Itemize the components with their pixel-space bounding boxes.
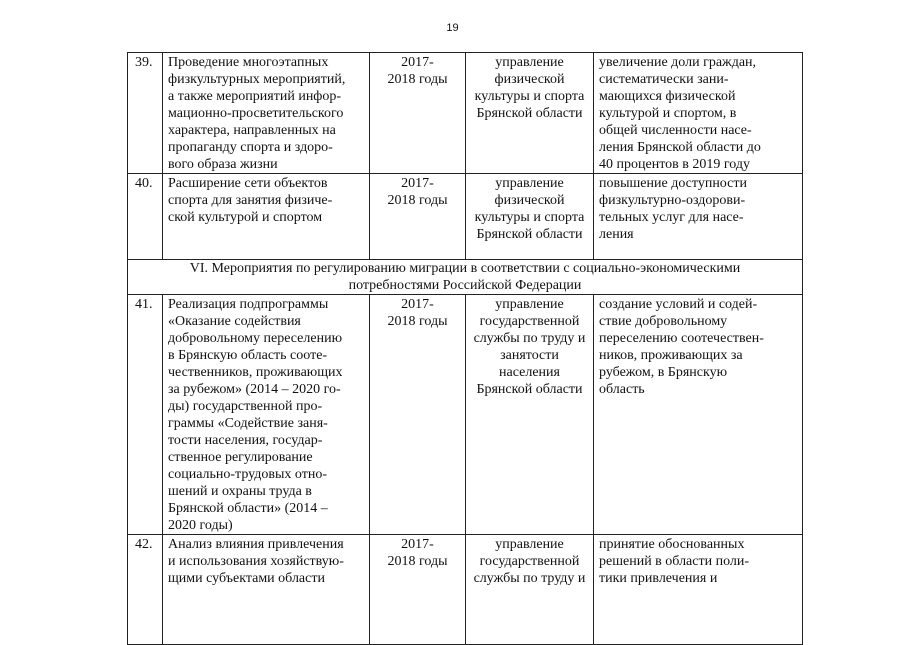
measure-description: Анализ влияния привлечения и использования хозяйствую- щими субъектами области [163, 535, 370, 645]
page-number: 19 [446, 22, 459, 34]
section-header: VI. Мероприятия по регулированию миграции в соответствии с социально-экономическими потребностями Российской Федерации [128, 260, 803, 295]
implementation-term: 2017- 2018 годы [370, 174, 466, 260]
responsible-executor: управление государственной службы по труду и [466, 535, 594, 645]
measures-table [127, 52, 803, 645]
row-number: 41. [128, 295, 163, 535]
row-number: 42. [128, 535, 163, 645]
responsible-executor: управление физической культуры и спорта Брянской области [466, 53, 594, 174]
table-row-42 [128, 535, 803, 645]
row-number: 39. [128, 53, 163, 174]
expected-result: принятие обоснованных решений в области поли- тики привлечения и [594, 535, 803, 645]
measure-description: Расширение сети объектов спорта для занятия физиче- ской культурой и спортом [163, 174, 370, 260]
expected-result: создание условий и содей- ствие добровольному переселению соотечествен- ников, проживающих за рубежом, в Брянскую область [594, 295, 803, 535]
table-row-41 [128, 295, 803, 535]
expected-result: повышение доступности физкультурно-оздорови- тельных услуг для насе- ления [594, 174, 803, 260]
measure-description: Проведение многоэтапных физкультурных мероприятий, а также мероприятий инфор- мационно-просветительского характера, направленных на пропаганду спорта и здоро- вого образа жизни [163, 53, 370, 174]
implementation-term: 2017- 2018 годы [370, 295, 466, 535]
expected-result: увеличение доли граждан, систематически зани- мающихся физической культурой и спортом, в общей численности насе- ления Брянской области до 40 процентов в 2019 году [594, 53, 803, 174]
responsible-executor: управление государственной службы по труду и занятости населения Брянской области [466, 295, 594, 535]
table-row-40 [128, 174, 803, 260]
implementation-term: 2017- 2018 годы [370, 535, 466, 645]
responsible-executor: управление физической культуры и спорта Брянской области [466, 174, 594, 260]
section-row [128, 260, 803, 295]
row-number: 40. [128, 174, 163, 260]
table-row-39 [128, 53, 803, 174]
implementation-term: 2017- 2018 годы [370, 53, 466, 174]
measure-description: Реализация подпрограммы «Оказание содействия добровольному переселению в Брянскую область соотe- чественников, проживающих за рубежом» (2014 – 2020 го- ды) государственной про- граммы «Содействие заня- тости населения, государ- ственное регулирование социально-трудовых отно- шений и охраны труда в Брянской области» (2014 – 2020 годы) [163, 295, 370, 535]
